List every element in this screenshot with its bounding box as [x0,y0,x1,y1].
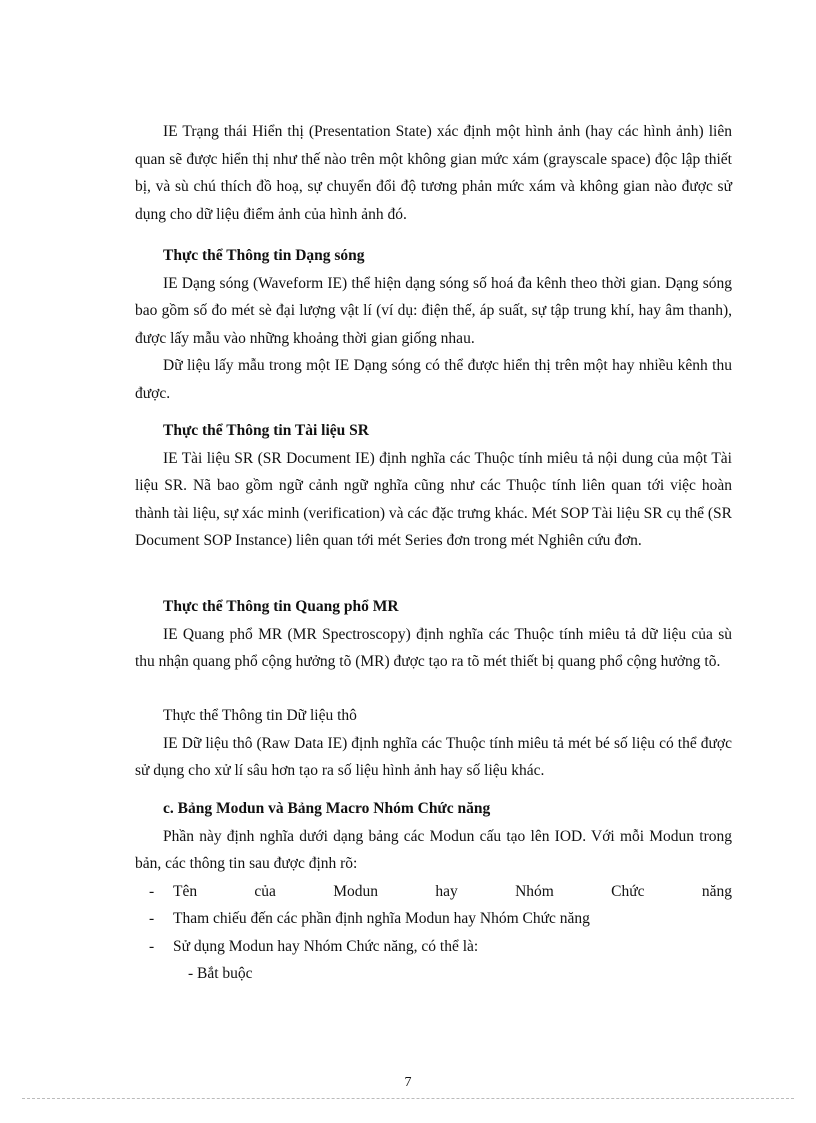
sr-heading: Thực thể Thông tin Tài liệu SR [163,422,369,439]
footer-divider [22,1098,794,1099]
mr-paragraph: IE Quang phổ MR (MR Spectroscopy) định nghĩa các Thuộc tính miêu tả dữ liệu của sù thu nhận quang phổ cộng hưởng tõ (MR) được tạo ra tõ mét thiết bị quang phổ cộng hưởng tõ. [135,625,732,670]
page-number: 7 [404,1075,412,1090]
sub-list-item: - Bắt buộc [188,965,253,982]
mr-heading: Thực thể Thông tin Quang phổ MR [163,598,399,615]
waveform-heading: Thực thể Thông tin Dạng sóng [163,247,365,264]
tables-section [135,795,732,988]
sr-paragraph: IE Tài liệu SR (SR Document IE) định nghĩa các Thuộc tính miêu tả nội dung của một Tài liệu SR. Nã bao gồm ngữ cảnh ngữ nghĩa cũng như các Thuộc tính liên quan tới việc hoàn thành tài liệu, sự xác minh (verification) và các đặc trưng khác. Mét SOP Tài liệu SR cụ thể (SR Document SOP Instance) liên quan tới mét Series đơn trong mét Nghiên cứu đơn. [135,449,732,549]
waveform-section [135,242,732,407]
raw-paragraph: IE Dữ liệu thô (Raw Data IE) định nghĩa các Thuộc tính miêu tả mét bé số liệu có thể được sử dụng cho xử lí sâu hơn tạo ra số liệu hình ảnh hay số liệu khác. [135,734,732,779]
tables-heading: c. Bảng Modun và Bảng Macro Nhóm Chức năng [163,800,491,817]
list-item: - Tên của Modun hay Nhóm Chức năng [149,882,732,900]
tables-paragraph: Phần này định nghĩa dưới dạng bảng các Modun cấu tạo lên IOD. Với mỗi Modun trong bản, các thông tin sau được định rõ: [135,827,732,872]
waveform-paragraph-1: IE Dạng sóng (Waveform IE) thể hiện dạng sóng số hoá đa kênh theo thời gian. Dạng sóng bao gồm số đo mét sè đại lượng vật lí (ví dụ: điện thế, áp suất, sự tập trung khí, hay âm thanh), được lấy mẫu vào những khoảng thời gian giống nhau. [135,274,732,347]
list-item: - Tham chiếu đến các phần định nghĩa Modun hay Nhóm Chức năng [149,910,590,927]
raw-section [135,702,732,785]
sr-section [135,417,732,555]
raw-heading: Thực thể Thông tin Dữ liệu thô [163,707,357,724]
mr-section [135,593,732,676]
waveform-paragraph-2: Dữ liệu lấy mẫu trong một IE Dạng sóng có thể được hiển thị trên một hay nhiều kênh thu được. [135,357,732,402]
list-item: - Sử dụng Modun hay Nhóm Chức năng, có thể là: [149,937,479,955]
intro-paragraph: IE Trạng thái Hiển thị (Presentation State) xác định một hình ảnh (hay các hình ảnh) liên quan sẽ được hiển thị như thế nào trên một không gian mức xám (grayscale space) độc lập thiết bị, và sù chú thích đồ hoạ, sự chuyển đổi độ tương phản mức xám và không gian nào được sử dụng cho dữ liệu điểm ảnh của hình ảnh đó. [135,123,732,223]
module-info-list [135,878,732,961]
